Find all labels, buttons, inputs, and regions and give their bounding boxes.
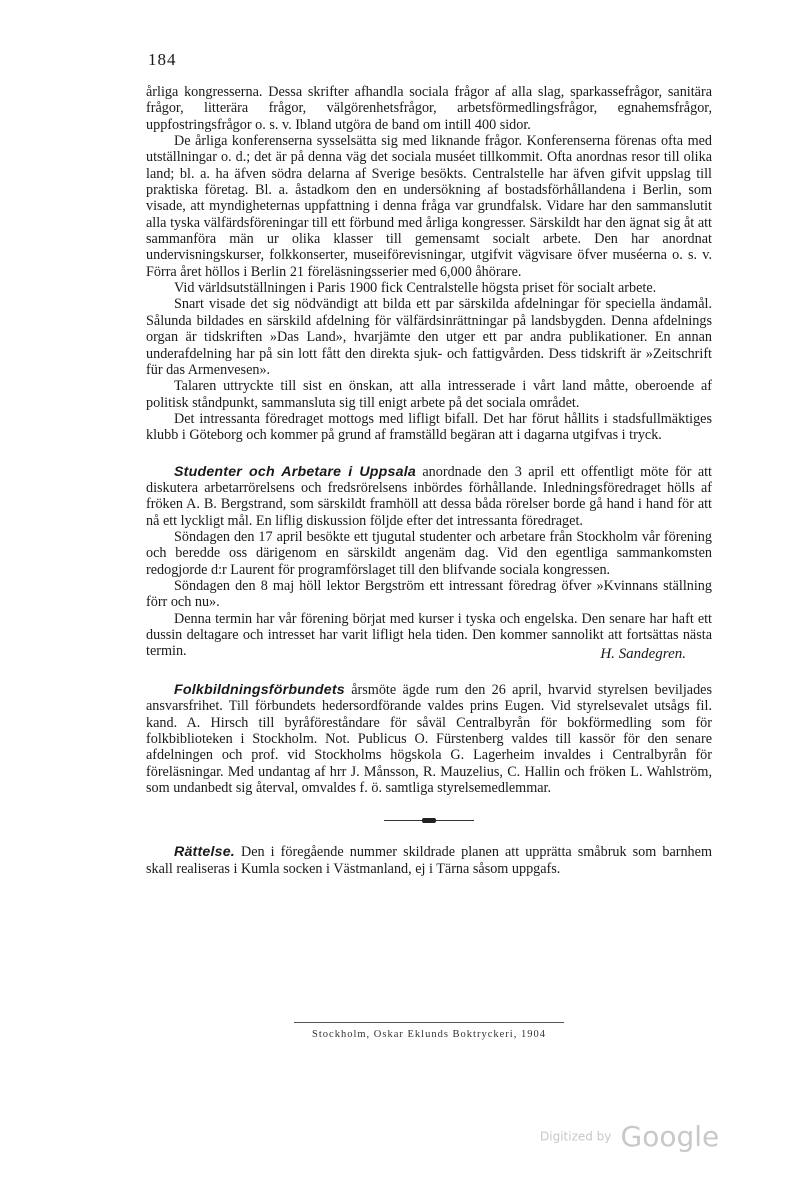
paragraph: Söndagen den 17 april besökte ett tjugutal studenter och arbetare från Stockholm vår förening och beredde oss därigenom en särskildt angenäm dag. Vid den egentliga sammankomsten redogjorde d:r Laurent för programförslaget till den blifvande sociala kongressen.: [146, 528, 712, 578]
section-heading: Folkbildningsförbundets: [174, 682, 345, 699]
section-folkbildning: [146, 682, 712, 796]
paragraph: Talaren uttryckte till sist en önskan, att alla intresserade i vårt land måtte, oberoende af politisk ståndpunkt, sammansluta sig till enigt arbete på det sociala området.: [146, 378, 712, 411]
paragraph: Vid världsutställningen i Paris 1900 fick Centralstelle högsta priset för socialt arbete.: [174, 280, 657, 297]
section-heading: Studenter och Arbetare i Uppsala: [174, 463, 416, 480]
paragraph: Det intressanta föredraget mottogs med lifligt bifall. Det har förut hållits i stadsfullmäktiges klubb i Göteborg och kommer på grund af framställd begäran att i dagarna utgifvas i tryck.: [146, 410, 712, 444]
paragraph: Denna termin har vår förening börjat med kurser i tyska och engelska. Den senare har haft ett dussin deltagare och intresset har varit lifligt hela tiden. Den kommer sannolikt att fortsättas nästa termin.: [146, 610, 712, 660]
page-number: 184: [148, 50, 177, 69]
printer-imprint: Stockholm, Oskar Eklunds Boktryckeri, 1904: [312, 1029, 546, 1040]
signature: H. Sandegren.: [600, 645, 686, 662]
footer-rule: [294, 1022, 564, 1023]
section-heading: Rättelse.: [174, 844, 235, 861]
ornamental-divider: [384, 818, 474, 824]
paragraph: [146, 844, 712, 877]
paragraph: De årliga konferenserna sysselsätta sig med liknande frågor. Konferenserna förenas ofta med utställningar o. d.; det är på denna väg det sociala muséet tillkommit. Ofta anordnas resor till olika land; bl. a. ha äfven södra delarna af Sverige besökts. Centralstelle har äfven gifvit uppslag till praktiska företag. Bl. a. åstadkom den en undersökning af bostadsförhållandena i Berlin, som visade, att myndigheternas uppfattning i denna fråga var grundfalsk. Vidare har den sammanslutit alla tyska välfärdsföreningar till ett förbund med årliga kongresser. Särskildt har den ägnat sig åt att sammanföra män ur olika klasser till gemensamt socialt arbete. Den har anordnat undervisningskurser, folkkonserter, museiförevisningar, utgifvit vägvisare öfver muséerna o. s. v. Förra året höllos i Berlin 21 föreläsningsserier med 6,000 åhörare.: [146, 133, 712, 280]
paragraph: årliga kongresserna. Dessa skrifter afhandla sociala frågor af alla slag, sparkassefrågor, sanitära frågor, litterära frågor, välgörenhetsfrågor, arbetsförmedlingsfrågor, egnahemsfrågor, uppfostringsfrågor o. s. v. Ibland utgöra de band om intill 400 sidor.: [146, 84, 712, 133]
paragraph: Söndagen den 8 maj höll lektor Bergström ett intressant föredrag öfver »Kvinnans ställning förr och nu».: [146, 577, 712, 611]
divider-ornament: [422, 818, 436, 823]
watermark-prefix: Digitized by: [540, 1129, 612, 1144]
paragraph: Snart visade det sig nödvändigt att bilda ett par särskilda afdelningar för speciella ändamål. Sålunda bildades en särskild afdelning för välfärdsinrättningar på landsbygden. Denna afdelnings organ är tidskriften »Das Land», hvarjämte den utger ett par andra publikationer. En annan underafdelning har på sin lott fått den direkta sjuk- och fattigvården. Dess tidskrift är »Zeitschrift für das Armenvesen».: [146, 296, 712, 378]
paragraph: [146, 682, 712, 796]
paragraph: [146, 464, 712, 529]
watermark-brand: Google: [620, 1120, 720, 1153]
paragraph-text: årsmöte ägde rum den 26 april, hvarvid styrelsen beviljades ansvarsfrihet. Till förbundets hedersordförande valdes prins Eugen. Vid styrelsevalet utsågs fil. kand. A. Hirsch till byråföreståndare för såväl Centralbyrån för bokförmedling som för folkbiblioteken i Stockholm. Not. Publicus O. Fürstenberg valdes till kassör för den senare afdelningen och prof. vid Stockholms högskola G. Lagerheim invaldes i Centralbyrån för föreläsningar. Med undantag af hrr J. Månsson, R. Mauzelius, C. Hallin och fröken L. Wahlström, som undanbedt sig återval, omvaldes f. ö. samtliga styrelsemedlemmar.: [146, 682, 712, 797]
section-uppsala: [146, 464, 712, 662]
paragraph-text: anordnade den 3 april ett offentligt möte för att diskutera arbetarrörelsens och fredsrörelsens inbördes förhållande. Inledningsföredraget hölls af fröken A. B. Bergstrand, som särskildt framhöll att dessa båda rörelser borde gå hand i hand för att nå ett lyckligt mål. En liflig diskussion följde efter det intressanta föredraget.: [146, 463, 712, 529]
section-rattelse: [146, 844, 712, 877]
article-body: [146, 84, 712, 877]
paragraph-text: Den i föregående nummer skildrade planen att upprätta småbruk som barnhem skall realiseras i Kumla socken i Västmanland, ej i Tärna såsom uppgafs.: [146, 844, 712, 877]
digitization-watermark: [540, 1120, 719, 1153]
printer-footer: [146, 1022, 712, 1040]
